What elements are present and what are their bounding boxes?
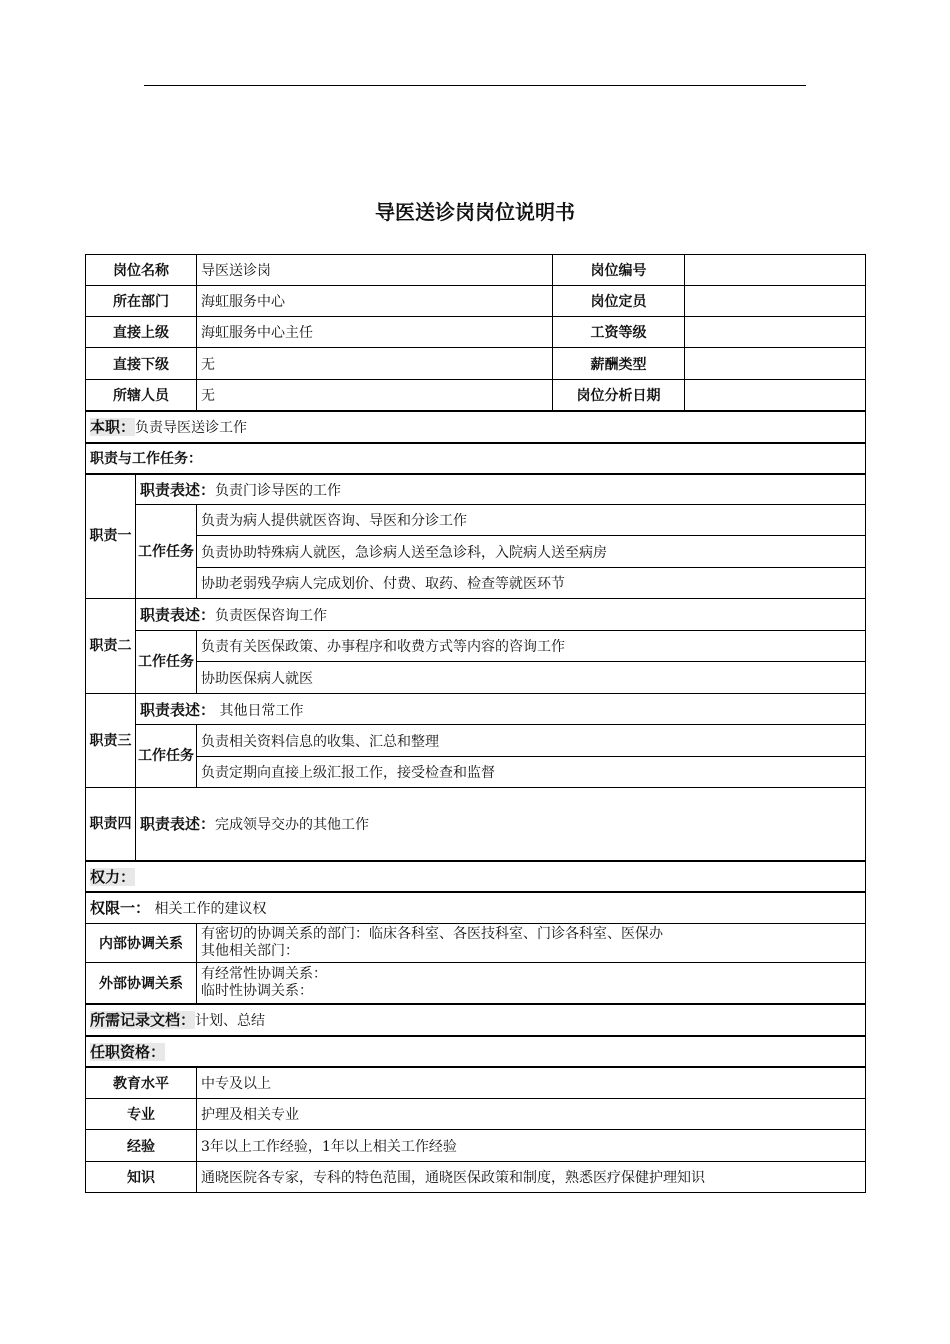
duty-4-label: 职责四	[86, 788, 136, 861]
duty-2-task-2: 协助医保病人就医	[197, 662, 866, 694]
experience-value: 3年以上工作经验，1年以上相关工作经验	[197, 1130, 866, 1162]
education-label: 教育水平	[86, 1067, 197, 1099]
supervisor-label: 直接上级	[86, 317, 197, 348]
headcount-value	[685, 286, 866, 317]
main-duty-label: 本职：	[90, 418, 136, 436]
authority-value: 相关工作的建议权	[154, 901, 267, 918]
duty-2-desc-row	[136, 599, 866, 631]
pay-type-value	[685, 348, 866, 380]
duty-1-label: 职责一	[86, 474, 136, 599]
education-value: 中专及以上	[197, 1067, 866, 1099]
position-name-value: 导医送诊岗	[197, 255, 553, 286]
department-label: 所在部门	[86, 286, 197, 317]
duty-3-label: 职责三	[86, 694, 136, 788]
external-coordination-line-1: 有经常性协调关系：	[201, 965, 327, 982]
pay-type-label: 薪酬类型	[553, 348, 685, 380]
analysis-date-value	[685, 380, 866, 411]
internal-coordination-value	[197, 924, 866, 963]
job-description-table	[85, 254, 866, 1193]
power-header: 权力：	[90, 867, 136, 886]
authority-row	[86, 892, 866, 924]
subordinate-value: 无	[197, 348, 553, 380]
authority-label: 权限一：	[90, 899, 151, 918]
page-title: 导医送诊岗岗位说明书	[375, 200, 575, 224]
subordinate-label: 直接下级	[86, 348, 197, 380]
duty-4-desc: 完成领导交办的其他工作	[215, 817, 370, 834]
duty-1-desc-label: 职责表述：	[140, 480, 216, 499]
duty-2-label: 职责二	[86, 599, 136, 694]
duty-3-task-2: 负责定期向直接上级汇报工作，接受检查和监督	[197, 757, 866, 788]
duty-2-tasks-label: 工作任务	[136, 631, 197, 694]
staff-value: 无	[197, 380, 553, 411]
main-duty-value: 负责导医送诊工作	[135, 420, 248, 436]
duty-2-desc: 负责医保咨询工作	[215, 608, 328, 624]
duty-4-desc-label: 职责表述：	[140, 815, 216, 834]
staff-label: 所辖人员	[86, 380, 197, 411]
power-header-row	[86, 861, 866, 892]
position-code-value	[685, 255, 866, 286]
external-coordination-label: 外部协调关系	[86, 963, 197, 1004]
major-label: 专业	[86, 1099, 197, 1130]
duty-3-desc-row	[136, 694, 866, 725]
qualifications-header-row	[86, 1036, 866, 1067]
headcount-label: 岗位定员	[553, 286, 685, 317]
duty-3-task-1: 负责相关资料信息的收集、汇总和整理	[197, 725, 866, 757]
position-code-label: 岗位编号	[553, 255, 685, 286]
department-value: 海虹服务中心	[197, 286, 553, 317]
duty-1-task-2: 负责协助特殊病人就医，急诊病人送至急诊科，入院病人送至病房	[197, 536, 866, 568]
external-coordination-line-2: 临时性协调关系：	[201, 982, 313, 999]
duty-1-desc-row	[136, 474, 866, 505]
duty-3-desc-label: 职责表述：	[140, 700, 216, 719]
salary-grade-label: 工资等级	[553, 317, 685, 348]
duty-2-task-1: 负责有关医保政策、办事程序和收费方式等内容的咨询工作	[197, 631, 866, 662]
records-label: 所需记录文档：	[90, 1011, 196, 1029]
internal-coordination-label: 内部协调关系	[86, 924, 197, 963]
internal-coordination-line-2: 其他相关部门：	[201, 943, 299, 959]
supervisor-value: 海虹服务中心主任	[197, 317, 553, 348]
duty-2-desc-label: 职责表述：	[140, 606, 216, 624]
duties-header: 职责与工作任务：	[86, 443, 866, 474]
duty-1-task-1: 负责为病人提供就医咨询、导医和分诊工作	[197, 505, 866, 536]
duty-4-desc-row	[136, 788, 866, 861]
position-name-label: 岗位名称	[86, 255, 197, 286]
analysis-date-label: 岗位分析日期	[553, 380, 685, 411]
internal-coordination-line-1: 有密切的协调关系的部门：临床各科室、各医技科室、门诊各科室、医保办	[201, 926, 663, 942]
duty-3-desc: 其他日常工作	[215, 702, 304, 719]
qualifications-header: 任职资格：	[90, 1042, 166, 1061]
records-value: 计划、总结	[195, 1013, 266, 1029]
duty-1-task-3: 协助老弱残孕病人完成划价、付费、取药、检查等就医环节	[197, 568, 866, 599]
salary-grade-value	[685, 317, 866, 348]
major-value: 护理及相关专业	[197, 1099, 866, 1130]
knowledge-value: 通晓医院各专家，专科的特色范围，通晓医保政策和制度，熟悉医疗保健护理知识	[197, 1162, 866, 1193]
duty-1-tasks-label: 工作任务	[136, 505, 197, 599]
header-rule	[144, 85, 806, 86]
knowledge-label: 知识	[86, 1162, 197, 1193]
external-coordination-value	[197, 963, 866, 1004]
duty-1-desc: 负责门诊导医的工作	[215, 482, 342, 499]
main-duty-row	[86, 411, 866, 443]
duty-3-tasks-label: 工作任务	[136, 725, 197, 788]
experience-label: 经验	[86, 1130, 197, 1162]
records-row	[86, 1004, 866, 1036]
